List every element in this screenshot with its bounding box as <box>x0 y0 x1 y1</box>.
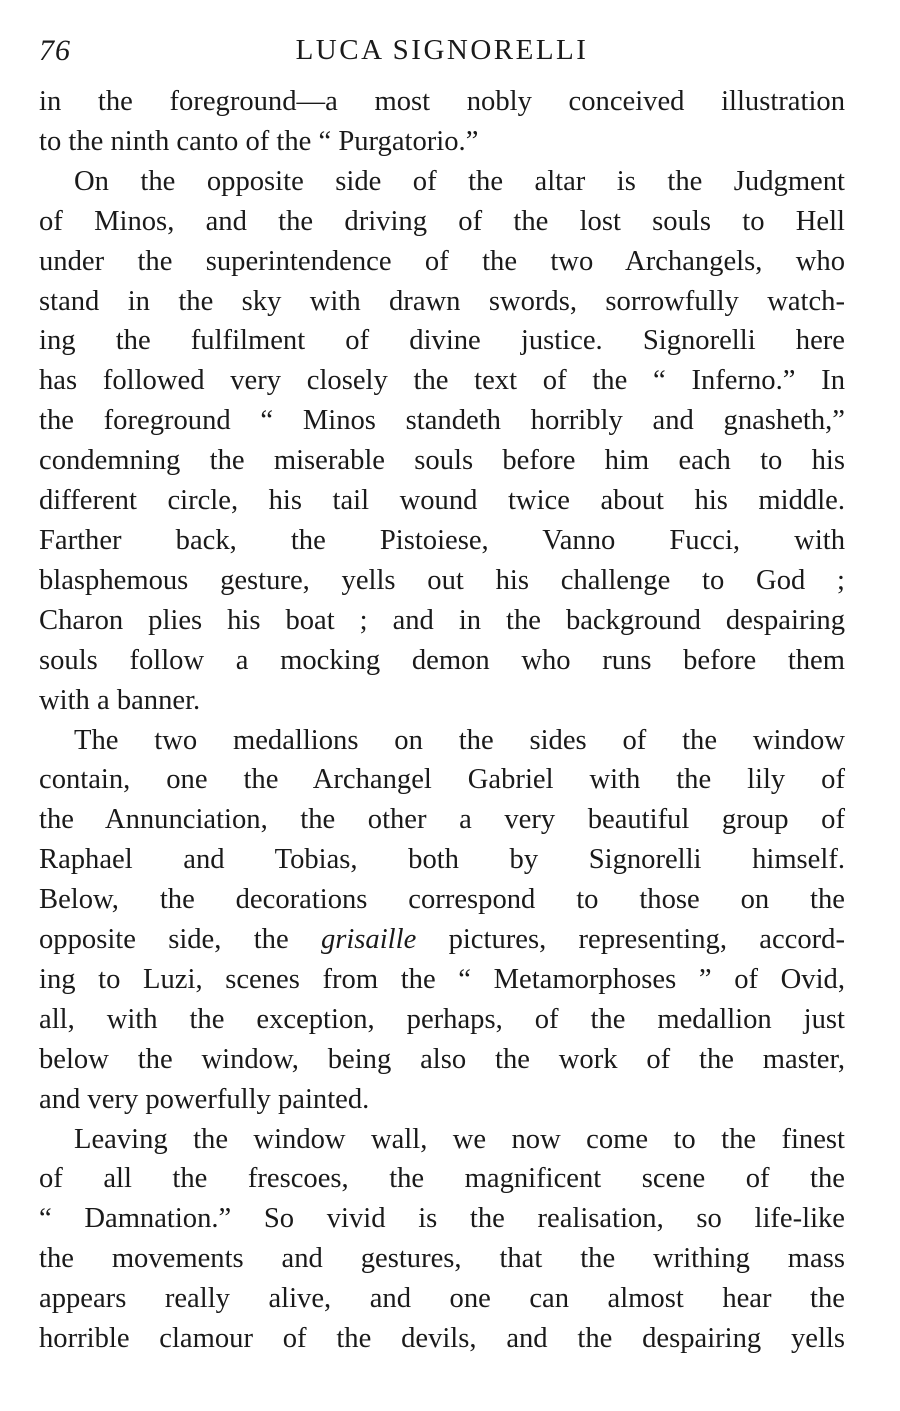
body-text <box>39 82 845 1359</box>
text-line: Farther back, the Pistoiese, Vanno Fucci, with <box>39 524 845 556</box>
page-header <box>39 26 845 82</box>
text-line: to the ninth canto of the “ Purgatorio.” <box>39 125 479 157</box>
text-line: Raphael and Tobias, both by Signorelli himself. <box>39 844 845 876</box>
text-line: the movements and gestures, that the writhing mass <box>39 1243 845 1275</box>
text-line: horrible clamour of the devils, and the despairing yells <box>39 1323 845 1355</box>
book-page <box>39 26 845 1359</box>
running-title: LUCA SIGNORELLI <box>295 34 589 66</box>
text-line: below the window, being also the work of the master, <box>39 1043 845 1075</box>
text-line: blasphemous gesture, yells out his challenge to God ; <box>39 564 845 596</box>
page-number: 76 <box>39 34 71 67</box>
text-line: in the foreground—a most nobly conceived illustration <box>39 86 845 117</box>
text-line: “ Damnation.” So vivid is the realisation, so life-like <box>39 1203 845 1235</box>
text-line: the Annunciation, the other a very beautiful group of <box>39 804 845 836</box>
text-line: ing the fulfilment of divine justice. Signorelli here <box>39 325 845 357</box>
text-line: all, with the exception, perhaps, of the medallion just <box>39 1003 845 1035</box>
paragraph <box>39 162 845 721</box>
paragraph <box>39 721 845 1120</box>
text-line: and very powerfully painted. <box>39 1083 370 1115</box>
italic-term: grisaille <box>320 924 417 956</box>
text-line: with a banner. <box>39 684 201 716</box>
text-line: Leaving the window wall, we now come to the finest <box>74 1123 845 1155</box>
text-line: appears really alive, and one can almost hear the <box>39 1283 845 1315</box>
text-line: souls follow a mocking demon who runs before them <box>39 644 845 676</box>
text-line: ing to Luzi, scenes from the “ Metamorphoses ” of Ovid, <box>39 963 845 995</box>
text-line: contain, one the Archangel Gabriel with the lily of <box>39 764 845 796</box>
text-line: On the opposite side of the altar is the Judgment <box>74 165 845 197</box>
text-line: of Minos, and the driving of the lost souls to Hell <box>39 205 845 237</box>
text-line: Below, the decorations correspond to those on the <box>39 884 845 916</box>
text-line: has followed very closely the text of the “ Inferno.” In <box>39 365 845 397</box>
text-line: Charon plies his boat ; and in the background despairing <box>39 604 845 636</box>
text-line <box>39 920 845 960</box>
text-line: of all the frescoes, the magnificent scene of the <box>39 1163 845 1195</box>
text-line: stand in the sky with drawn swords, sorrowfully watch- <box>39 285 845 317</box>
paragraph <box>39 82 845 162</box>
text-span: opposite side, the <box>39 924 321 956</box>
paragraph <box>39 1120 845 1359</box>
text-line: The two medallions on the sides of the window <box>74 724 845 756</box>
text-span: pictures, representing, accord- <box>416 924 846 956</box>
text-line: different circle, his tail wound twice about his middle. <box>39 485 845 517</box>
text-line: under the superintendence of the two Archangels, who <box>39 245 845 277</box>
text-line: condemning the miserable souls before him each to his <box>39 445 845 477</box>
text-line: the foreground “ Minos standeth horribly and gnasheth,” <box>39 405 845 437</box>
